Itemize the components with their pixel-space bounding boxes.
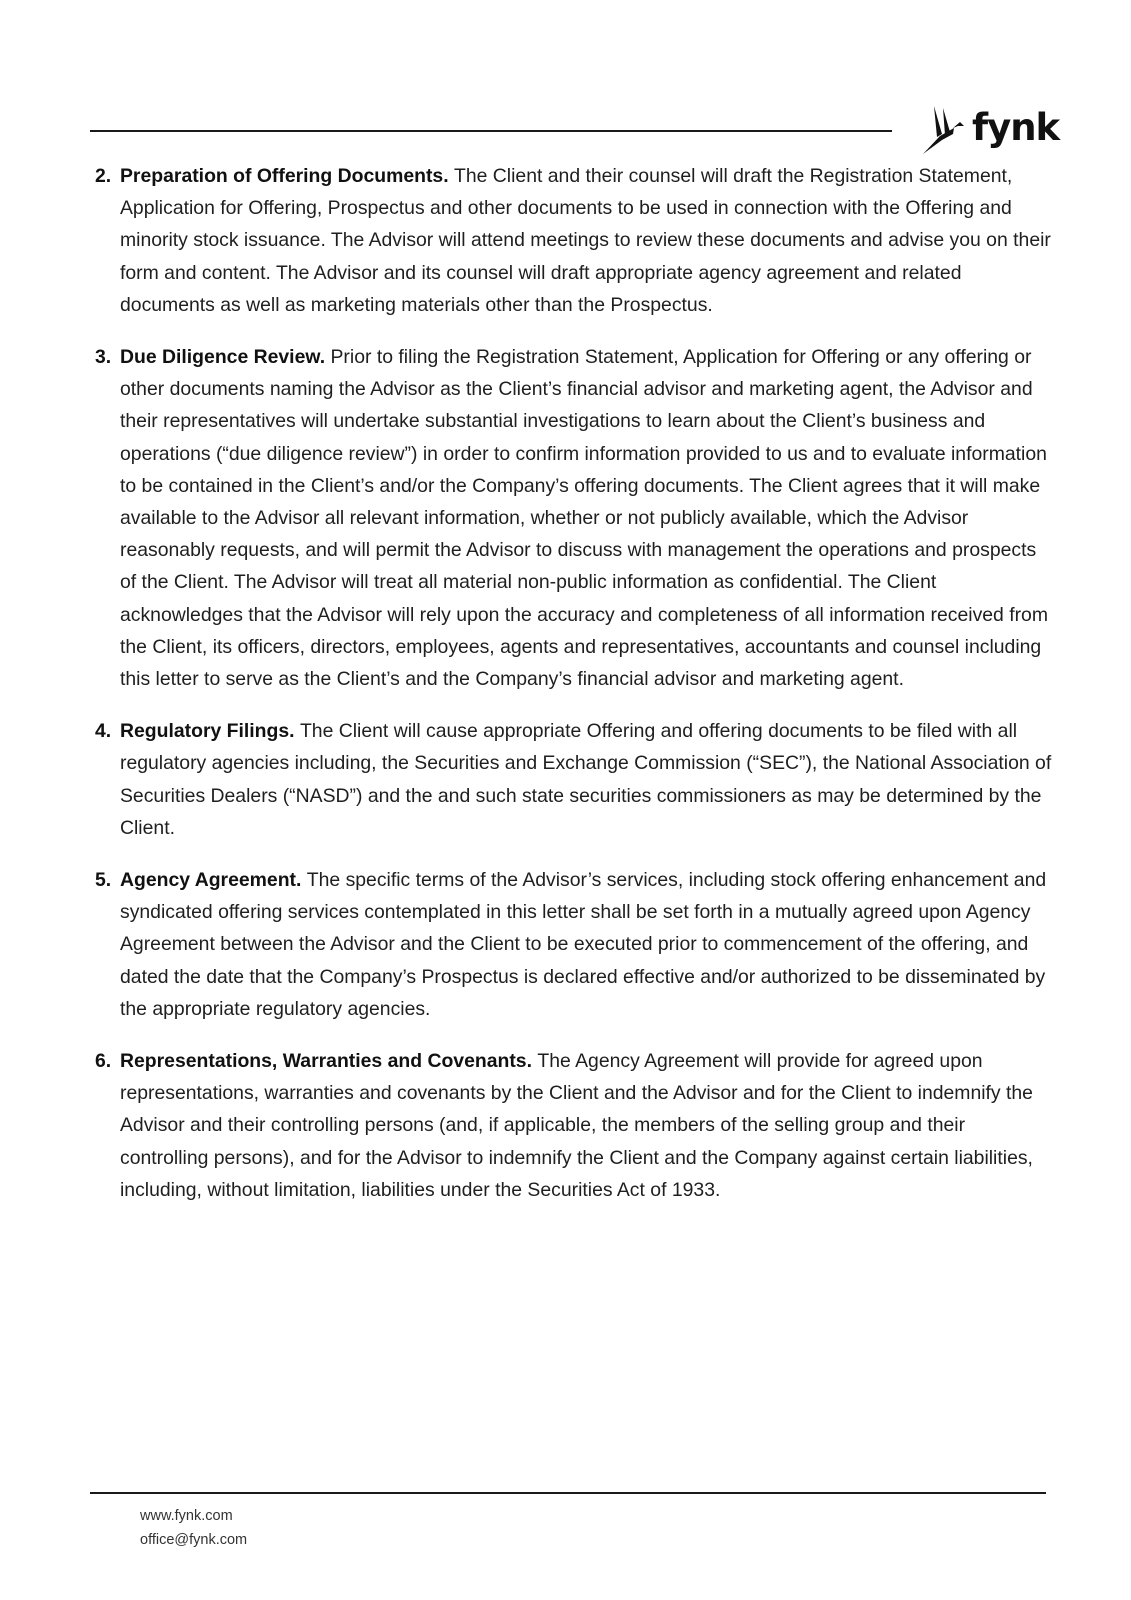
section-title: Preparation of Offering Documents. <box>120 165 454 187</box>
section-text: The Client and their counsel will draft the Registration Statement, Application for Offering, Prospectus and other documents to be used in connection with the Offering and minority stock issuance. The Advisor will attend meetings to review these documents and advise you on their form and content. The Advisor and its counsel will draft appropriate agency agreement and related documents as well as marketing materials other than the Prospectus. <box>120 165 1051 316</box>
section-4 <box>92 715 1052 844</box>
section-text: Prior to filing the Registration Statement, Application for Offering or any offering or other documents naming the Advisor as the Client’s financial advisor and marketing agent, the Advisor and their representatives will undertake substantial investigations to learn about the Client’s business and operations (“due diligence review”) in order to confirm information provided to us and to evaluate information to be contained in the Client’s and/or the Company’s offering documents. The Client agrees that it will make available to the Advisor all relevant information, whether or not publicly available, which the Advisor reasonably requests, and will permit the Advisor to discuss with management the operations and prospects of the Client. The Advisor will treat all material non-public information as confidential. The Client acknowledges that the Advisor will rely upon the accuracy and completeness of all information received from the Client, its officers, directors, employees, agents and representatives, accountants and counsel including this letter to serve as the Client’s and the Company’s financial advisor and marketing agent. <box>120 346 1048 691</box>
footer <box>140 1504 247 1552</box>
section-text: The Client will cause appropriate Offering and offering documents to be filed with all regulatory agencies including, the Securities and Exchange Commission (“SEC”), the National Association of Securities Dealers (“NASD”) and the and such state securities commissioners as may be determined by the Client. <box>120 720 1052 839</box>
section-2 <box>92 160 1052 321</box>
section-number: 6. <box>95 1050 112 1073</box>
footer-divider <box>90 1492 1046 1494</box>
section-5 <box>92 864 1052 1025</box>
section-title: Due Diligence Review. <box>120 346 331 369</box>
section-number: 2. <box>95 165 112 187</box>
section-number: 5. <box>95 869 112 892</box>
section-text: The specific terms of the Advisor’s services, including stock offering enhancement and syndicated offering services contemplated in this letter shall be set forth in a mutually agreed upon Agency Agreement between the Advisor and the Client to be executed prior to commencement of the offering, and dated the date that the Company’s Prospectus is declared effective and/or authorized to be disseminated by the appropriate regulatory agencies. <box>120 869 1047 1020</box>
section-text: The Agency Agreement will provide for agreed upon representations, warranties and covenants by the Client and the Advisor and for the Client to indemnify the Advisor and their controlling persons (and, if applicable, the members of the selling group and their controlling persons), and for the Advisor to indemnify the Client and the Company against certain liabilities, including, without limitation, liabilities under the Securities Act of 1933. <box>120 1050 1033 1201</box>
section-title: Regulatory Filings. <box>120 720 300 743</box>
footer-website: www.fynk.com <box>140 1508 233 1524</box>
section-number: 4. <box>95 720 112 743</box>
document-body <box>92 160 1052 1226</box>
section-3 <box>92 341 1052 695</box>
section-number: 3. <box>95 346 112 369</box>
logo <box>920 102 1059 158</box>
footer-email: office@fynk.com <box>140 1532 248 1548</box>
section-title: Agency Agreement. <box>120 869 307 892</box>
section-title: Representations, Warranties and Covenants. <box>120 1050 538 1073</box>
header-divider <box>90 130 892 132</box>
section-6 <box>92 1045 1052 1206</box>
logo-text: fynk <box>972 105 1060 149</box>
bird-logo-icon <box>920 102 970 158</box>
